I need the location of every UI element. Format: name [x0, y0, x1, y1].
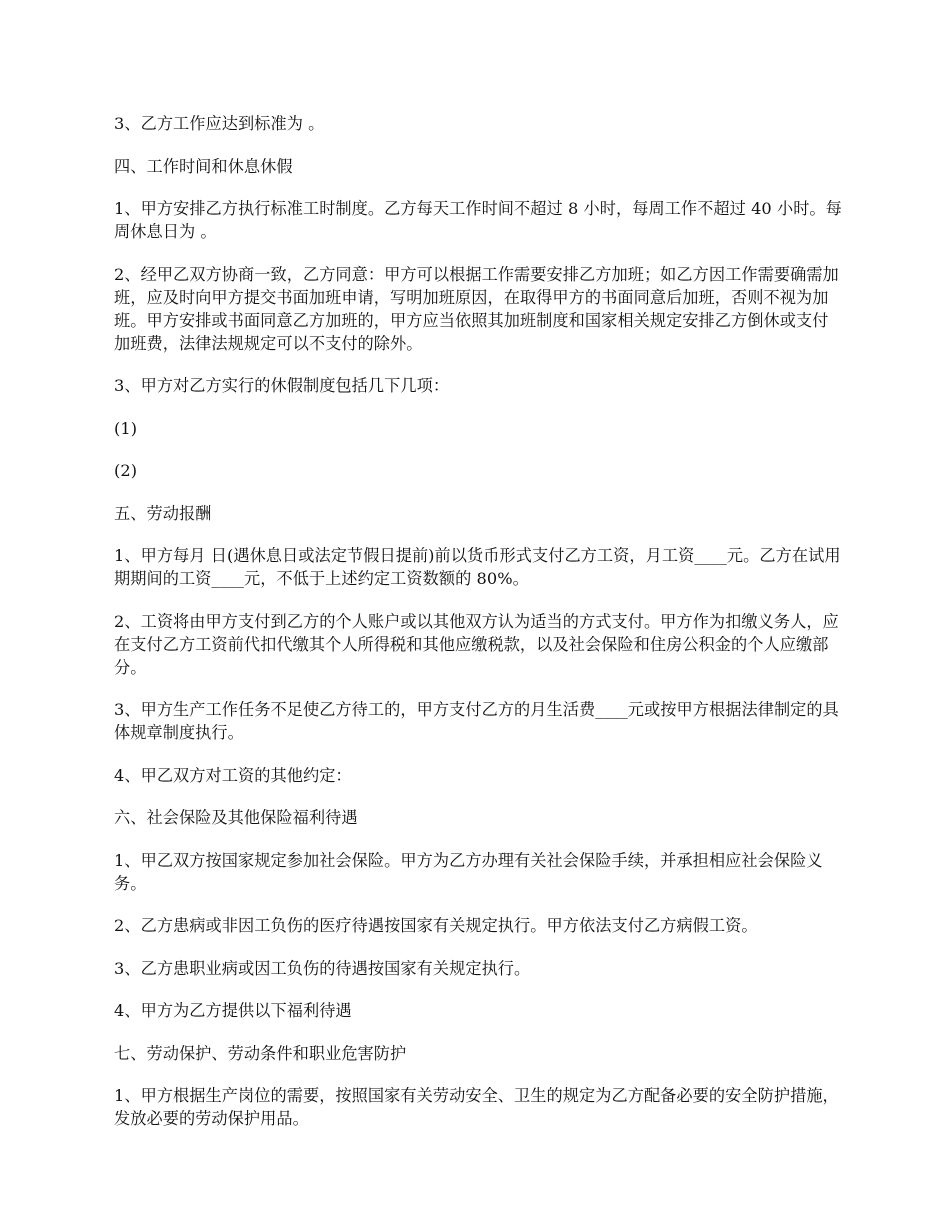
document-page — [114, 112, 842, 1150]
leave-item-1: (1) — [114, 418, 138, 438]
clause-leave-system: 3、甲方对乙方实行的休假制度包括几下几项： — [114, 376, 450, 395]
clause-wage-payment: 2、工资将由甲方支付到乙方的个人账户或以其他双方认为适当的方式支付。甲方作为扣缴义务人，应在支付乙方工资前代扣代缴其个人所得税和其他应缴税款，以及社会保险和住房公积金的个人应缴部分。 — [114, 611, 839, 677]
section-heading-labor-protection: 七、劳动保护、劳动条件和职业危害防护 — [114, 1043, 407, 1063]
clause-overtime: 2、经甲乙双方协商一致，乙方同意：甲方可以根据工作需要安排乙方加班；如乙方因工作需要确需加班，应及时向甲方提交书面加班申请，写明加班原因，在取得甲方的书面同意后加班，否则不视为加班。甲方安排或书面同意乙方加班的，甲方应当依照其加班制度和国家相关规定安排乙方倒休或支付加班费，法律法规规定可以不支付的除外。 — [114, 264, 839, 353]
section-heading-social-insurance: 六、社会保险及其他保险福利待遇 — [114, 808, 358, 827]
clause-standard-hours: 1、甲方安排乙方执行标准工时制度。乙方每天工作时间不超过 8 小时，每周工作不超过 40 小时。每周休息日为 。 — [114, 199, 842, 241]
clause-social-insurance: 1、甲乙双方按国家规定参加社会保险。甲方为乙方办理有关社会保险手续，并承担相应社会保险义务。 — [114, 850, 823, 893]
section-heading-work-hours: 四、工作时间和休息休假 — [114, 156, 293, 176]
section-heading-remuneration: 五、劳动报酬 — [114, 503, 212, 523]
clause-occupational-injury: 3、乙方患职业病或因工负伤的待遇按国家有关规定执行。 — [114, 958, 531, 978]
clause-work-standard: 3、乙方工作应达到标准为 。 — [114, 114, 325, 133]
clause-welfare: 4、甲方为乙方提供以下福利待遇 — [114, 1001, 352, 1020]
clause-other-wage-terms: 4、甲乙双方对工资的其他约定： — [114, 765, 352, 785]
leave-item-2: (2) — [114, 461, 138, 480]
clause-standby-allowance: 3、甲方生产工作任务不足使乙方待工的，甲方支付乙方的月生活费____元或按甲方根据法律制定的具体规章制度执行。 — [114, 700, 839, 742]
clause-sick-leave: 2、乙方患病或非因工负伤的医疗待遇按国家有关规定执行。甲方依法支付乙方病假工资。 — [114, 916, 758, 935]
clause-monthly-wage: 1、甲方每月 日(遇休息日或法定节假日提前)前以货币形式支付乙方工资，月工资____元。乙方在试用期期间的工资____元，不低于上述约定工资数额的 80%。 — [114, 546, 841, 588]
clause-safety-equipment: 1、甲方根据生产岗位的需要，按照国家有关劳动安全、卫生的规定为乙方配备必要的安全防护措施，发放必要的劳动保护用品。 — [114, 1086, 839, 1128]
